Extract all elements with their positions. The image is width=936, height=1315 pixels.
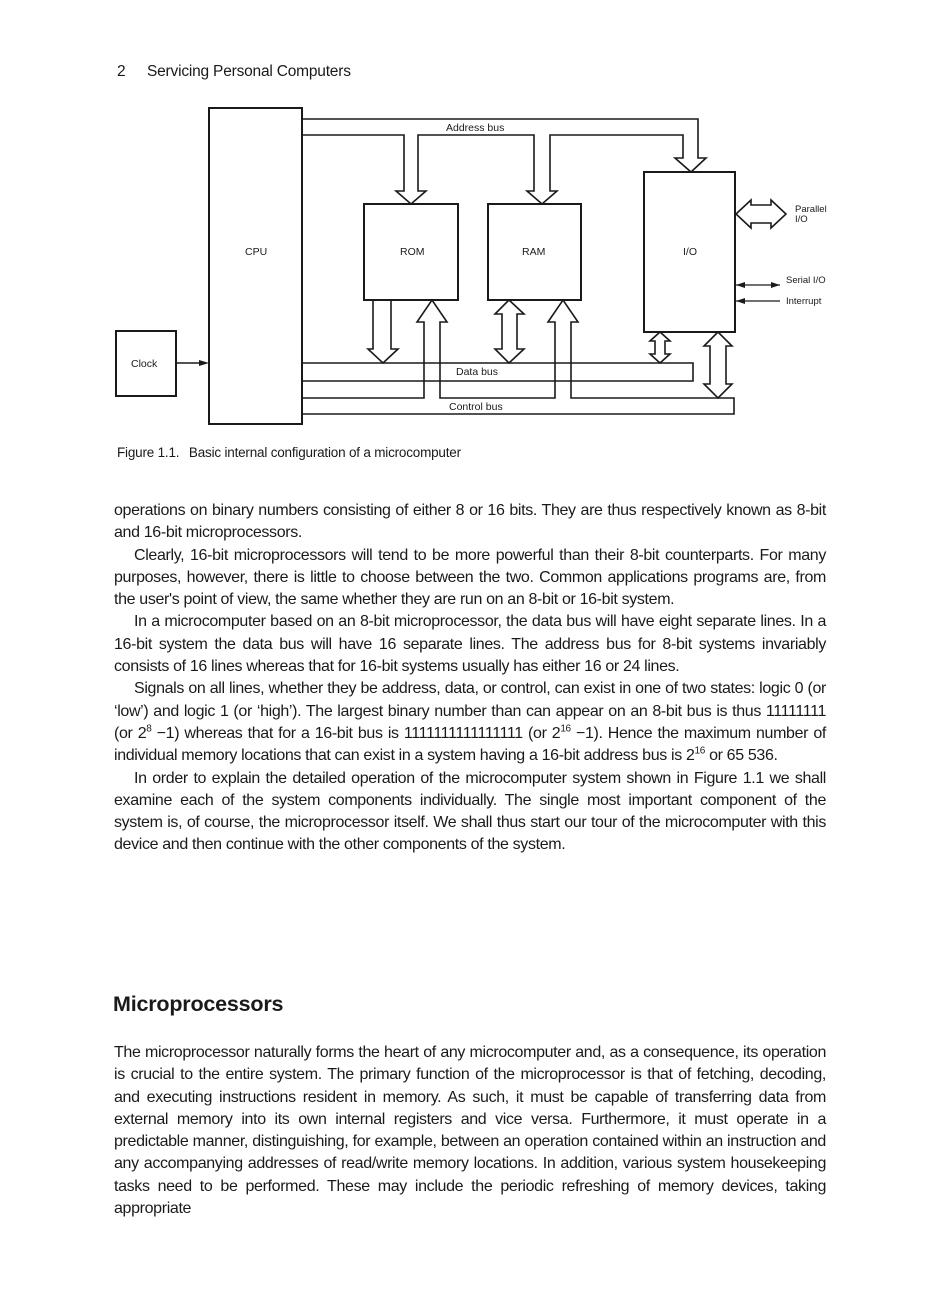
page-number: 2 — [117, 63, 126, 80]
paragraph: operations on binary numbers consisting of either 8 or 16 bits. They are thus respectively known as 8-bit and 16-bit microprocessors. — [114, 502, 826, 542]
text-run: −1) whereas that for a 16-bit bus is 1111111111111111 (or 2 — [151, 724, 561, 742]
text-run: −1). Hence the maximum number of individual memory locations that can exist in a system having a 16-bit address bus is 2 — [114, 724, 826, 765]
control-bus — [302, 381, 734, 414]
io-label: I/O — [683, 246, 698, 258]
serial-io-label: Serial I/O — [786, 275, 826, 286]
rom-label: ROM — [400, 246, 425, 258]
cpu-block — [209, 108, 302, 424]
io-data-arrow — [650, 332, 670, 363]
superscript: 16 — [694, 745, 705, 757]
ram-label: RAM — [522, 246, 546, 258]
parallel-io-label-2: I/O — [795, 214, 808, 225]
rom-output-arrow — [368, 300, 398, 363]
clock-arrowhead — [199, 360, 209, 366]
figure-number: Figure 1.1. — [117, 445, 180, 460]
paragraph — [114, 678, 826, 767]
interrupt-label: Interrupt — [786, 296, 822, 307]
clock-label: Clock — [131, 358, 158, 370]
superscript: 16 — [560, 723, 571, 735]
io-control-arrow — [704, 332, 732, 398]
parallel-io-arrow — [736, 200, 786, 228]
paragraph: The microprocessor naturally forms the heart of any microcomputer and, as a consequence, its operation is crucial to the entire system. The primary function of the microprocessor is that of fetching, decoding, and executing instructions resident in memory. As such, it must be capable of transferring data from external memory into its own internal registers and vice versa. Furthermore, it must operate in a predictable manner, distinguishing, for example, between an operation contained within an instruction and any accompanying addresses of read/write memory locations. In addition, various system housekeeping tasks need to be performed. These may include the periodic refreshing of memory devices, taking appropriate — [114, 1044, 826, 1218]
rom-control-arrow — [417, 300, 447, 381]
text-run: or 65 536. — [704, 747, 778, 765]
serial-arrowhead-right — [771, 282, 780, 288]
parallel-io-label-1: Parallel — [795, 204, 827, 215]
serial-arrowhead-left — [736, 282, 745, 288]
figure-caption-text: Basic internal configuration of a microcomputer — [188, 445, 461, 460]
book-title: Servicing Personal Computers — [147, 63, 351, 80]
control-bus-label: Control bus — [449, 401, 503, 413]
ram-data-arrow — [495, 300, 524, 363]
paragraph: In a microcomputer based on an 8-bit microprocessor, the data bus will have eight separate lines. In a 16-bit system the data bus will have 16 separate lines. The address bus for 8-bit systems invariably consists of 16 lines whereas that for 16-bit systems usually has either 16 or 24 lines. — [114, 613, 826, 676]
text-run: Signals on all lines, whether they be address, data, or control, can exist in one of two states: logic 0 (or ‘low’) and logic 1 (or ‘high’). The largest binary number than can appear on an 8-bit bus is thus 11111111 (or 2 — [114, 680, 826, 742]
cpu-label: CPU — [245, 246, 268, 258]
section-heading: Microprocessors — [113, 992, 284, 1016]
address-bus-label: Address bus — [446, 122, 505, 134]
interrupt-arrowhead — [736, 298, 745, 304]
ram-control-arrow — [548, 300, 578, 381]
section-body — [114, 1042, 826, 1220]
figure-caption — [117, 445, 461, 460]
paragraph: Clearly, 16-bit microprocessors will tend to be more powerful than their 8-bit counterparts. For many purposes, however, there is little to choose between the two. Common applications programs are, from the user's point of view, the same whether they are run on an 8-bit or 16-bit system. — [114, 546, 826, 609]
figure-1-1-diagram — [0, 0, 936, 440]
paragraph: In order to explain the detailed operation of the microcomputer system shown in Figure 1.1 we shall examine each of the system components individually. The single most important component of the system is, of course, the microprocessor itself. We shall thus start our tour of the microcomputer with this device and then continue with the other components of the system. — [114, 769, 826, 854]
body-text — [114, 500, 826, 857]
superscript: 8 — [146, 723, 152, 735]
data-bus-label: Data bus — [456, 366, 499, 378]
